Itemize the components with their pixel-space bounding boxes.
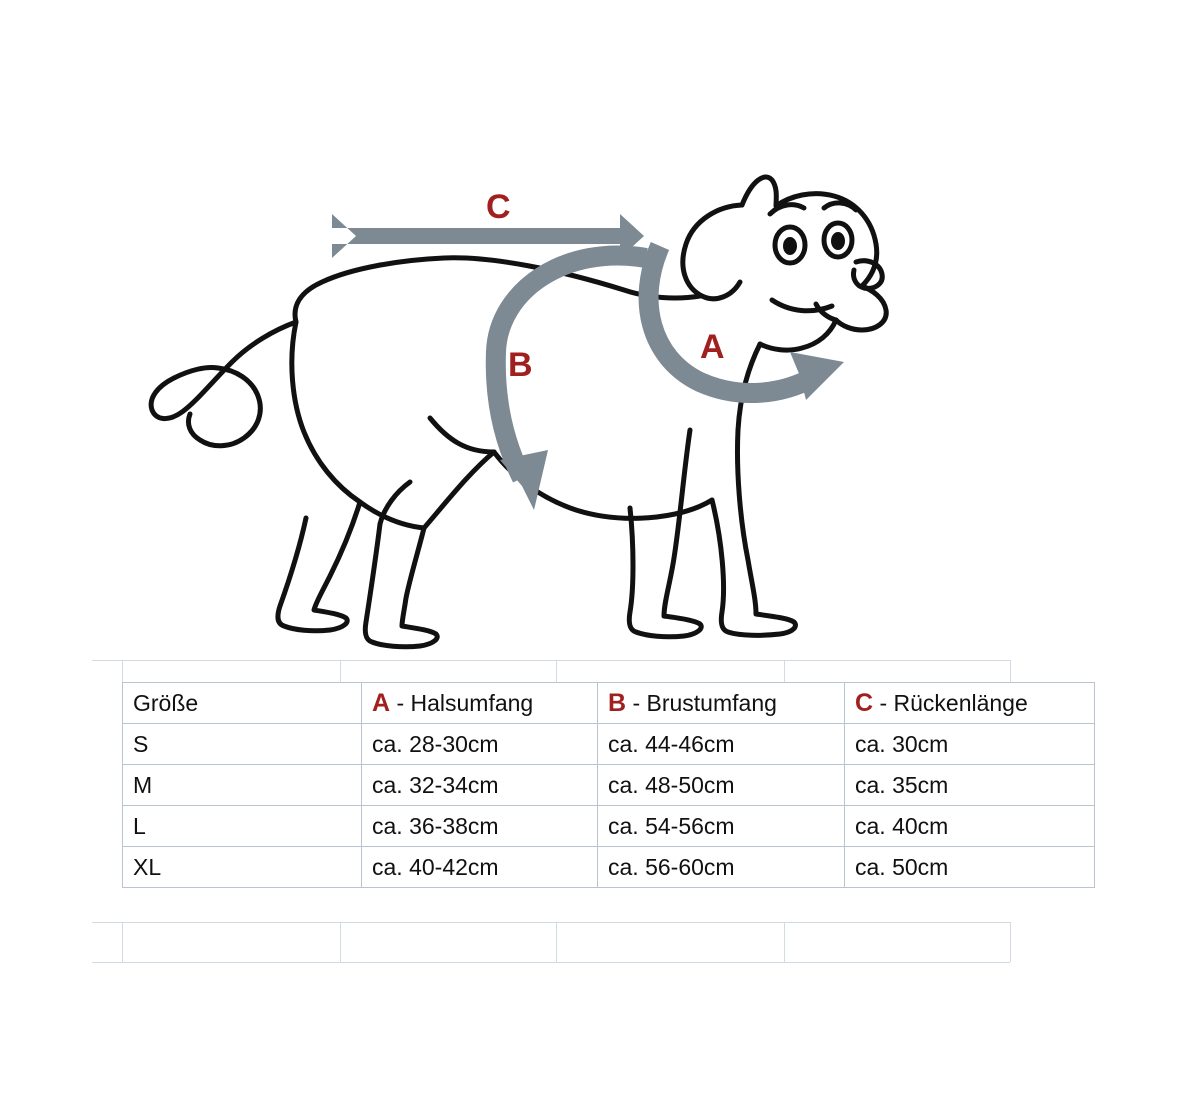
header-size: Größe xyxy=(123,683,362,724)
header-back-text: - Rückenlänge xyxy=(873,689,1028,716)
grid-line-below-2 xyxy=(92,962,1010,963)
arrow-a-neck-girth-icon xyxy=(649,246,812,393)
grid-line-below-1 xyxy=(92,922,1010,923)
cell-chest: ca. 54-56cm xyxy=(598,806,845,847)
table-row xyxy=(123,724,1095,765)
grid-line-v4-top xyxy=(784,660,785,682)
table-header-row xyxy=(123,683,1095,724)
table-row xyxy=(123,806,1095,847)
cell-back: ca. 50cm xyxy=(845,847,1095,888)
size-table xyxy=(122,682,1095,888)
header-chest-letter: B xyxy=(608,688,627,717)
cell-back: ca. 30cm xyxy=(845,724,1095,765)
grid-line-v3-top xyxy=(556,660,557,682)
table-row xyxy=(123,847,1095,888)
cell-back: ca. 40cm xyxy=(845,806,1095,847)
label-a: A xyxy=(700,328,725,366)
header-back xyxy=(845,683,1095,724)
grid-line-v2-bottom xyxy=(340,922,341,962)
cell-chest: ca. 56-60cm xyxy=(598,847,845,888)
cell-size: XL xyxy=(123,847,362,888)
dog-eye-pupils-icon xyxy=(783,232,845,255)
cell-neck: ca. 40-42cm xyxy=(362,847,598,888)
header-back-letter: C xyxy=(855,688,874,717)
grid-line-top xyxy=(92,660,1010,661)
grid-line-v4-bottom xyxy=(784,922,785,962)
cell-size: L xyxy=(123,806,362,847)
cell-size: M xyxy=(123,765,362,806)
cell-size: S xyxy=(123,724,362,765)
cell-neck: ca. 32-34cm xyxy=(362,765,598,806)
cell-back: ca. 35cm xyxy=(845,765,1095,806)
table-row xyxy=(123,765,1095,806)
cell-neck: ca. 36-38cm xyxy=(362,806,598,847)
label-b: B xyxy=(508,346,533,384)
header-neck-text: - Halsumfang xyxy=(390,689,534,716)
grid-line-v1-top xyxy=(122,660,123,682)
size-table-area xyxy=(0,660,1200,1102)
header-chest-text: - Brustumfang xyxy=(626,689,777,716)
label-c: C xyxy=(486,188,511,226)
grid-line-v2-top xyxy=(340,660,341,682)
header-neck xyxy=(362,683,598,724)
grid-line-v5-bottom xyxy=(1010,922,1011,962)
cell-chest: ca. 44-46cm xyxy=(598,724,845,765)
grid-line-v3-bottom xyxy=(556,922,557,962)
grid-line-v5-top xyxy=(1010,660,1011,682)
cell-neck: ca. 28-30cm xyxy=(362,724,598,765)
grid-line-v1-bottom xyxy=(122,922,123,962)
header-chest xyxy=(598,683,845,724)
header-neck-letter: A xyxy=(372,688,391,717)
cell-chest: ca. 48-50cm xyxy=(598,765,845,806)
arrow-b-head-icon xyxy=(500,450,548,510)
